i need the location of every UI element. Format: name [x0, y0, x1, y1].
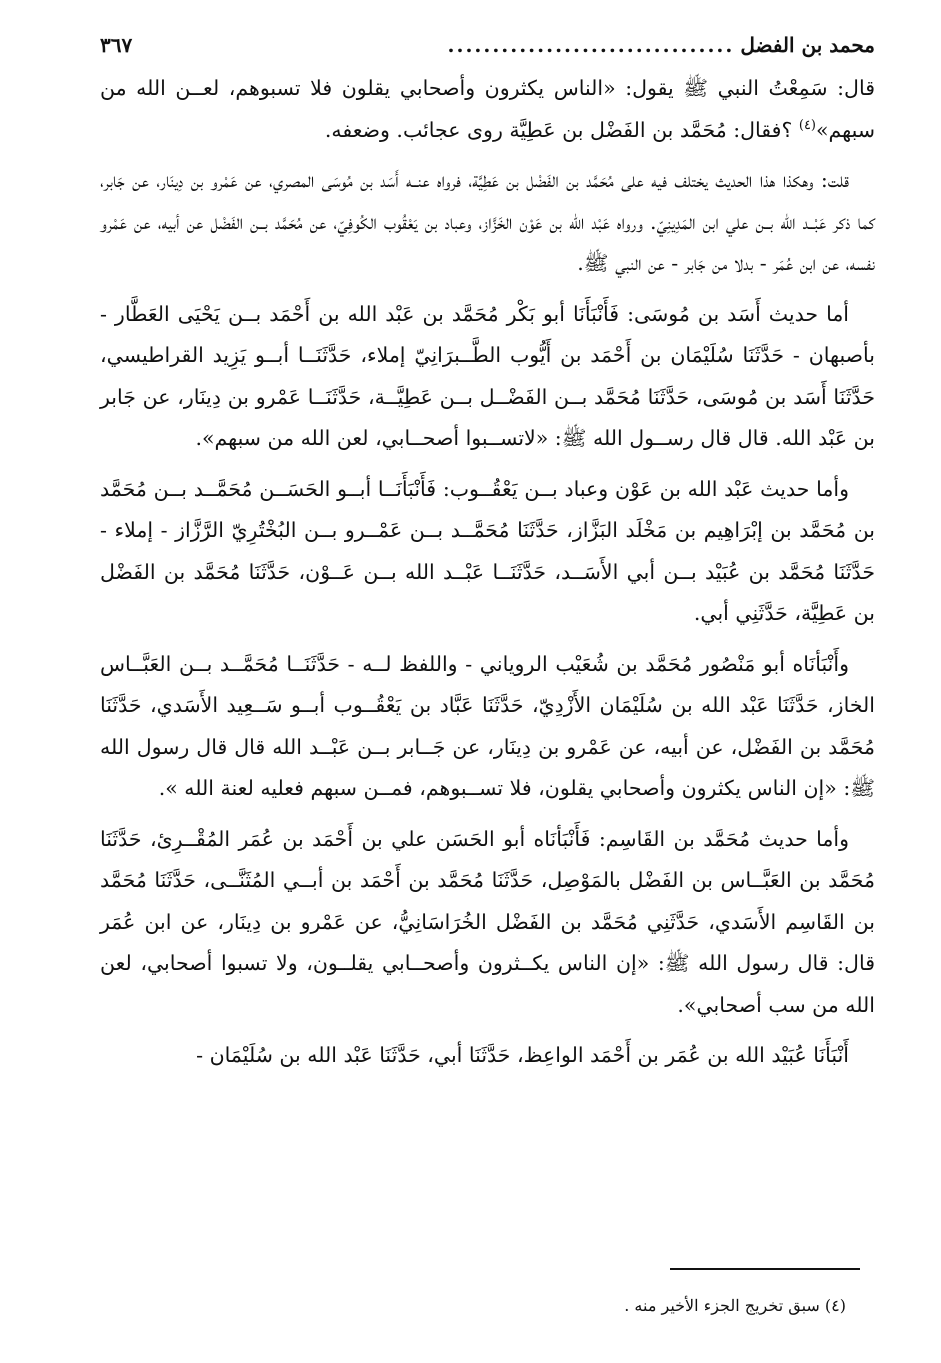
paragraph-2: قلت: وهكذا هذا الحديث يختلف فيه على مُحَمَّد بن الفَضْل بن عَطِيَّة، فرواه عنــه أَسَد بن مُوسَى المصري، عن عَمْرو بن دِينَار، عن جَابر، كما ذكر عَبْــد الله بــن علي ابن المَدِينِيّ. ورواه عَبْد الله بن عَوْن الخَزَّاز، وعباد بن يَعْقُوب الكُوفِيّ، عن مُحَمَّد بــن الفَضْل عن أبيه، عن عَمْرو نفسه، عن ابن عُمَر - بدلا من جَابر - عن النبي ﷺ. [100, 168, 875, 275]
page-number: ٣٦٧ [100, 33, 133, 57]
paragraph-1 [100, 68, 875, 151]
footnote-divider [670, 1268, 860, 1270]
paragraph-3: أما حديث أَسَد بن مُوسَى: فَأَنْبَأَنَا أبو بَكْر مُحَمَّد بن عَبْد الله بن أَحْمَد بــن يَحْيَى العَطَّار - بأصبهان - حَدَّثَنَا سُلَيْمَان بن أَحْمَد بن أَيُّوب الطَّــبرَانِيّ إملاء، حَدَّثَنَــا أبــو يَزِيد القراطيسي، حَدَّثَنَا أَسَد بن مُوسَى، حَدَّثَنَا مُحَمَّد بــن الفَضْــل بــن عَطِيَّــة، حَدَّثَنَــا عَمْرو بن دِينَار، عن جَابر بن عَبْد الله. قال قال رســول الله ﷺ: «لاتســبوا أصحــابي، لعن الله من سبهم». [100, 301, 875, 450]
paragraph-1-continuation: ؟فقال: مُحَمَّد بن الفَضْل بن عَطِيَّة روى عجائب. وضعفه. [324, 117, 799, 142]
footnote-marker[interactable]: (٤) [798, 117, 816, 133]
header-dots: ................................ [447, 33, 735, 57]
paragraph-5: وأَنْبَأنَاه أبو مَنْصُور مُحَمَّد بن شُعَيْب الروياني - واللفظ لــه - حَدَّثَنَــا مُحَمَّــد بــن العَبَّــاس الخاز، حَدَّثَنَا عَبْد الله بن سُلَيْمَان الأَزْدِيّ، حَدَّثَنَا عَبَّاد بن يَعْقُــوب أبــو سَــعِيد الأَسَدي، حَدَّثَنَا مُحَمَّد بن الفَضْل، عن أبيه، عن عَمْرو بن دِينَار، عن جَــابر بــن عَبْــد الله قال قال رسول الله ﷺ: «إن الناس يكثرون وأصحابي يقلون، فلا تســبوهم، فمــن سبهم فعليه لعنة الله ». [100, 651, 875, 800]
running-header [100, 28, 875, 62]
running-title: محمد بن الفضل [740, 33, 875, 57]
paragraph-6: وأما حديث مُحَمَّد بن القَاسِم: فَأَنْبَأنَاه أبو الحَسَن علي بن أَحْمَد بن عُمَر المُقْــرِئ، حَدَّثَنَا مُحَمَّد بن العَبَّــاس بن الفَضْل بالمَوْصِل، حَدَّثَنَا مُحَمَّد بن أَحْمَد بن أبــي المُثَنَّــى، حَدَّثَنَا مُحَمَّد بن القَاسِم الأَسَدي، حَدَّثَنِي مُحَمَّد بن الفَضْل الخُرَاسَانِيُّ، عن عَمْرو بن دِينَار، عن ابن عُمَر قال: قال رسول الله ﷺ: «إن الناس يكــثرون وأصحــابي يقلــون، ولا تسبوا أصحابي، لعن الله من سب أصحابي». [100, 826, 875, 1017]
paragraph-7: أَنْبَأَنَا عُبَيْد الله بن عُمَر بن أَحْمَد الواعِظ، حَدَّثَنَا أبي، حَدَّثَنَا عَبْد الله بن سُلَيْمَان - [196, 1043, 849, 1067]
paragraph-1-text: قال: سَمِعْتُ النبي ﷺ يقول: «الناس يكثرون وأصحابي يقلون فلا تسبوهم، لعــن الله من سبهم» [100, 76, 875, 142]
body-text [100, 68, 875, 1077]
page [100, 28, 875, 1086]
paragraph-4: وأما حديث عَبْد الله بن عَوْن وعباد بــن يَعْقُــوب: فَأَنْبَأَنَــا أبــو الحَسَــن مُحَمَّــد بــن مُحَمَّد بن مُحَمَّد بن إبْرَاهِيم بن مَخْلَد البَزَّاز، حَدَّثَنَا مُحَمَّــد بــن عَمْــرو بــن البُخْتُرِيّ الرَّزَّاز - إملاء - حَدَّثَنَا مُحَمَّد بن عُبَيْد بــن أبي الأَسَــد، حَدَّثَنَــا عَبْــد الله بــن عَــوْن، حَدَّثَنَا مُحَمَّد بن الفَضْل بن عَطِيَّة، حَدَّثَنِي أبي. [100, 476, 875, 625]
footnote: (٤) سبق تخريج الجزء الأخير منه . [624, 1296, 846, 1315]
